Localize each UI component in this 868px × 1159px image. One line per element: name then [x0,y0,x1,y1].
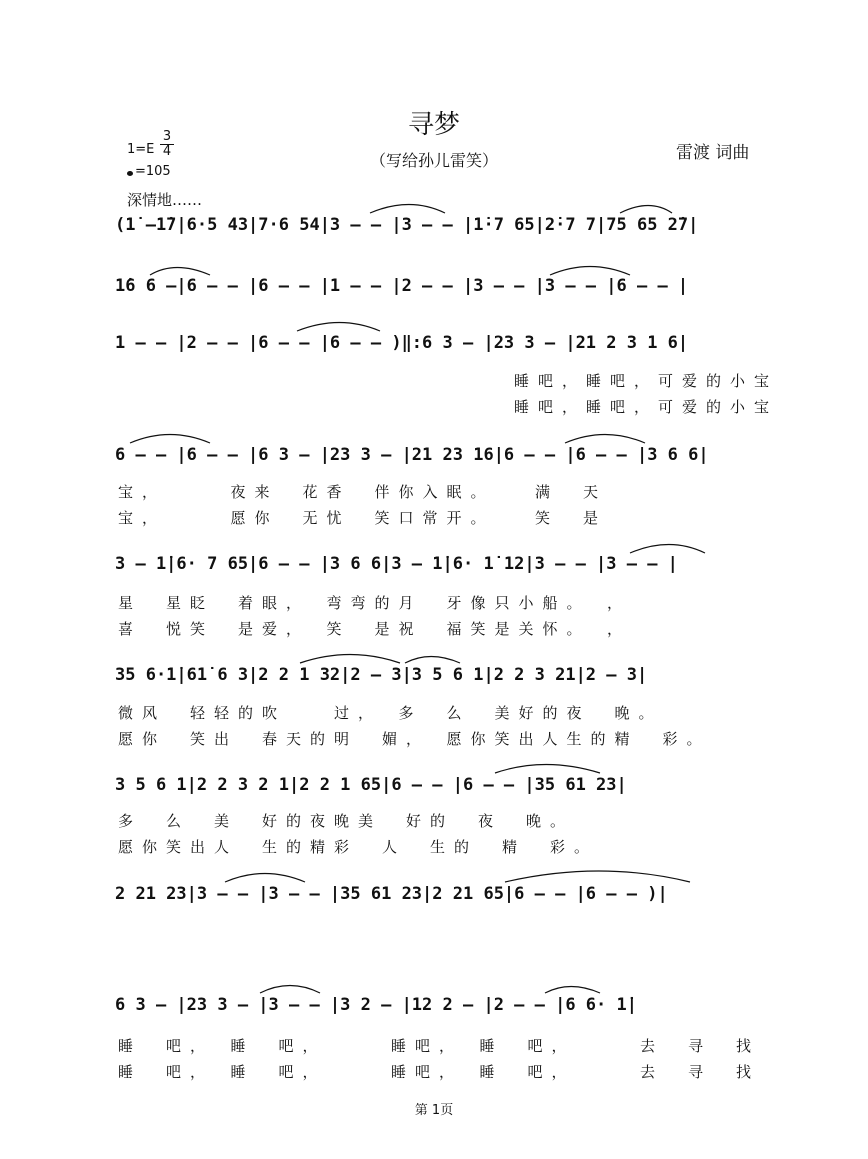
slur-mark [620,206,672,214]
slur-mark [297,323,380,332]
score-line: 1 – – |2 – – |6 – – |6 – – )‖:6 3 – |23 3 – |21 2 3 1 6| [115,333,689,353]
slur-mark [260,986,320,994]
score-line: 2 21 23|3 – – |3 – – |35 61 23|2 21 65|6 – – |6 – – )| [115,884,668,904]
slur-mark [370,205,445,214]
lyric-line: 睡 吧， 睡 吧， 睡吧， 睡 吧， 去 寻 找 [118,1063,761,1081]
score-line: 6 – – |6 – – |6 3 – |23 3 – |21 23 16|6 – – |6 – – |3 6 6| [115,445,709,465]
slur-mark [565,435,645,444]
lyric-line: 微风 轻轻的吹 过， 多 么 美好的夜 晚。 [118,704,663,722]
slur-mark [630,545,705,554]
score-line: (1̇ –1̇7|6·5 43|7·6 54|3 – – |3 – – |1̇·7 65|2̇·7 7|75 65 2̇7| [115,215,699,235]
slur-mark [405,657,460,664]
song-subtitle: （写给孙儿雷笑） [369,151,498,170]
lyric-line: 愿你 笑出 春天的明 媚， 愿你笑出人生的精 彩。 [118,730,711,748]
score-line: 3 – 1̇|6· 7 65|6 – – |3 6 6|3 – 1̇|6· 1̇ 12|3 – – |3 – – | [115,554,678,574]
slur-mark [130,435,210,444]
score-line: 35 6·1̇|61̇ 6 3|2 2 1 32|2 – 3|3 5 6 1|2 2 3 21|2 – 3| [115,665,648,685]
slur-mark [225,874,305,883]
score-line: 3 5 6 1|2 2 3 2 1|2 2 1 65|6 – – |6 – – |35 61 23| [115,775,627,795]
lyric-line: 愿你笑出人 生的精彩 人 生的 精 彩。 [118,838,599,856]
lyric-line: 多 么 美 好的夜晚美 好的 夜 晚。 [118,812,575,830]
slur-mark [150,268,210,276]
time-signature-top: 3 [162,129,172,144]
lyric-line: 睡 吧， 睡 吧， 睡吧， 睡 吧， 去 寻 找 [118,1037,761,1055]
lyric-line: 宝， 愿你 无忧 笑口常开。 笑 是 [118,509,608,527]
composer-credit: 雷渡 词曲 [676,143,750,163]
slur-mark [300,655,400,664]
lyric-line: 喜 悦笑 是爱， 笑 是祝 福笑是关怀。 ， [118,620,632,638]
expression-marking: 深情地…… [127,191,203,209]
slur-mark [495,765,600,774]
score-line: 1̇6 6 –|6 – – |6 – – |1 – – |2 – – |3 – – |3 – – |6 – – | [115,276,689,296]
lyric-line: 宝， 夜来 花香 伴你入眠。 满 天 [118,483,608,501]
lyric-line: 星 星眨 着眼， 弯弯的月 牙像只小船。 ， [118,594,632,612]
page-number: 第 1页 [414,1103,454,1118]
lyric-line: 睡吧，睡吧，可爱的小宝 [513,372,778,390]
time-signature-bottom: 4 [160,144,174,159]
song-title: 寻梦 [407,110,460,140]
lyric-line: 睡吧，睡吧，可爱的小宝 [513,398,778,416]
slur-mark [550,267,630,276]
tempo-value: =105 [135,164,171,179]
slur-mark [545,987,600,994]
score-line: 6 3 – |23 3 – |3 – – |3 2 – |12 2 – |2 – – |6 6· 1̇| [115,995,637,1015]
slur-mark [505,871,690,882]
key-signature: 1=E [127,142,155,157]
